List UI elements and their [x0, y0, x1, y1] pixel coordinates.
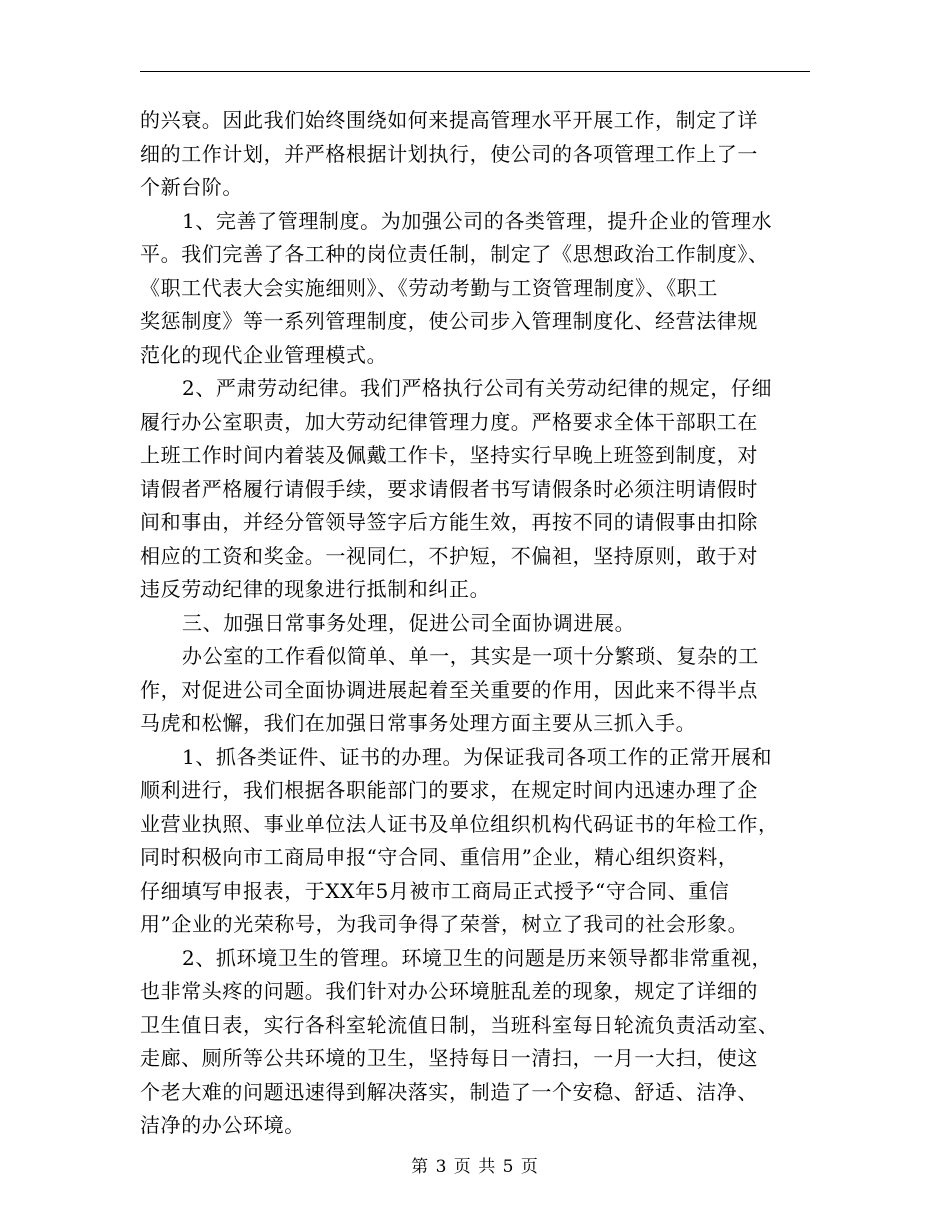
text-line: 洁净的办公环境。 — [140, 1113, 305, 1137]
text-line: 马虎和松懈，我们在加强日常事务处理方面主要从三抓入手。 — [140, 711, 697, 735]
text-line: 个老大难的问题迅速得到解决落实，制造了一个安稳、舒适、洁净、 — [140, 1079, 758, 1104]
text-line: 业营业执照、事业单位法人证书及单位组织机构代码证书的年检工作， — [140, 811, 779, 836]
text-line: 2、抓环境卫生的管理。环境卫生的问题是历来领导都非常重视， — [182, 945, 773, 970]
text-line: 个新台阶。 — [140, 175, 243, 199]
text-line: 请假者严格履行请假手续，要求请假者书写请假条时必须注明请假时 — [140, 476, 758, 501]
text-line: 履行办公室职责，加大劳动纪律管理力度。严格要求全体干部职工在 — [140, 409, 758, 434]
text-line: 1、完善了管理制度。为加强公司的各类管理，提升企业的管理水 — [182, 208, 773, 233]
text-line: 仔细填写申报表，于XX年5月被市工商局正式授予“守合同、重信 — [140, 878, 730, 903]
text-line: 上班工作时间内着装及佩戴工作卡，坚持实行早晚上班签到制度，对 — [140, 443, 758, 467]
text-line: 2、严肃劳动纪律。我们严格执行公司有关劳动纪律的规定，仔细 — [182, 376, 773, 400]
text-line: 违反劳动纪律的现象进行抵制和纠正。 — [140, 577, 491, 601]
text-line: 1、抓各类证件、证书的办理。为保证我司各项工作的正常开展和 — [182, 744, 773, 769]
text-line: 奖惩制度》等一系列管理制度，使公司步入管理制度化、经营法律规 — [140, 309, 758, 333]
document-body — [140, 104, 810, 1143]
text-line: 相应的工资和奖金。一视同仁，不护短，不偏袒，坚持原则，敢于对 — [140, 543, 758, 568]
text-line: 卫生值日表，实行各科室轮流值日制，当班科室每日轮流负责活动室、 — [140, 1012, 779, 1037]
section-heading: 三、加强日常事务处理，促进公司全面协调进展。 — [182, 610, 636, 635]
text-line: 《职工代表大会实施细则》、《劳动考勤与工资管理制度》、《职工 — [140, 275, 718, 300]
text-line: 走廊、厕所等公共环境的卫生，坚持每日一清扫，一月一大扫，使这 — [140, 1046, 758, 1070]
text-line: 顺利进行，我们根据各职能部门的要求，在规定时间内迅速办理了企 — [140, 778, 758, 802]
text-line: 同时积极向市工商局申报“守合同、重信用”企业，精心组织资料， — [140, 845, 739, 869]
header-rule — [140, 71, 810, 72]
text-line: 细的工作计划，并严格根据计划执行，使公司的各项管理工作上了一 — [140, 141, 758, 166]
text-line: 间和事由，并经分管领导签字后方能生效，再按不同的请假事由扣除 — [140, 510, 758, 534]
text-line: 用”企业的光荣称号，为我司争得了荣誉，树立了我司的社会形象。 — [140, 912, 749, 936]
text-line: 范化的现代企业管理模式。 — [140, 342, 388, 367]
text-line: 平。我们完善了各工种的岗位责任制，制定了《思想政治工作制度》、 — [140, 242, 769, 266]
text-line: 也非常头疼的问题。我们针对办公环境脏乱差的现象，规定了详细的 — [140, 979, 758, 1003]
text-line: 作，对促进公司全面协调进展起着至关重要的作用，因此来不得半点 — [140, 677, 758, 702]
page-number-footer: 第 3 页 共 5 页 — [411, 1157, 539, 1177]
text-line: 办公室的工作看似简单、单一，其实是一项十分繁琐、复杂的工 — [182, 644, 759, 668]
text-line: 的兴衰。因此我们始终围绕如何来提高管理水平开展工作，制定了详 — [140, 108, 758, 132]
